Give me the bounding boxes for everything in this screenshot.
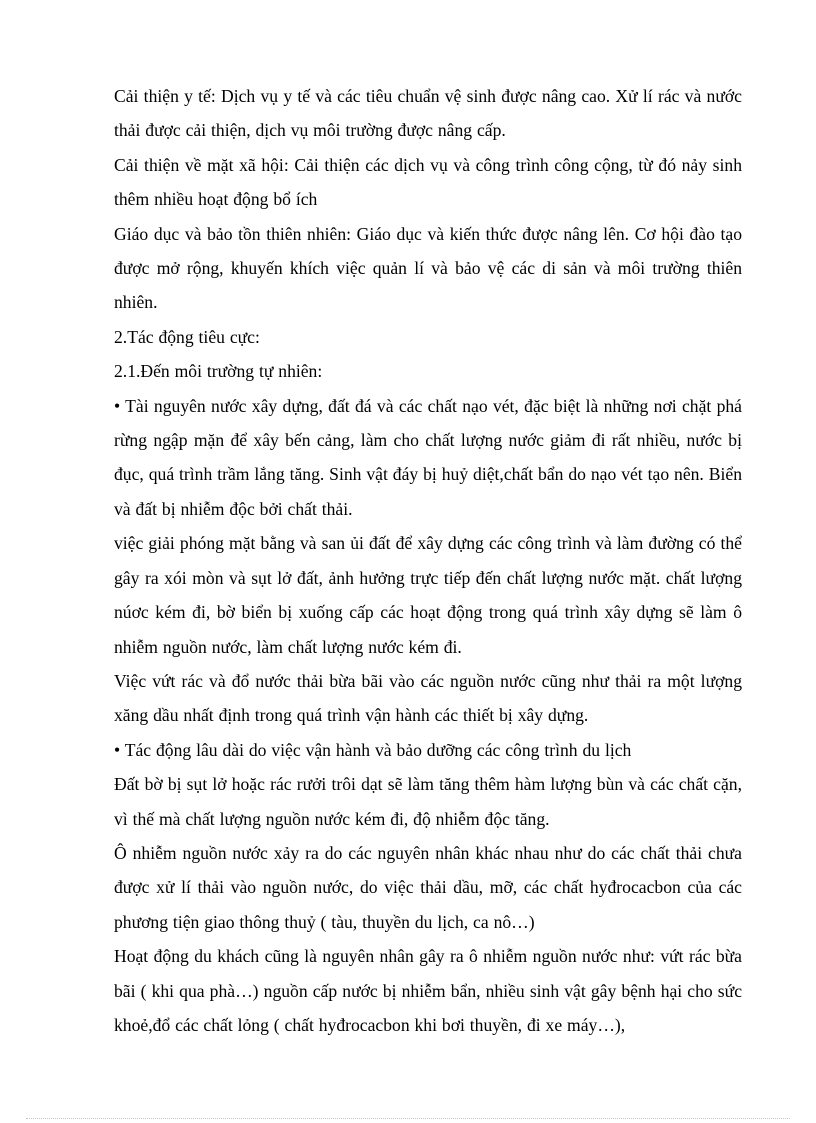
heading-natural-environment: 2.1.Đến môi trường tự nhiên: [114,361,323,382]
paragraph-health: Cải thiện y tế: Dịch vụ y tế và các tiêu chuẩn vệ sinh được nâng cao. Xử lí rác và nước thải được cải thiện, dịch vụ môi trường được nâng cấp. [114,86,742,141]
page-bottom-rule [26,1118,790,1119]
paragraph-long-term-impact: • Tác động lâu dài do việc vận hành và bảo dưỡng các công trình du lịch [114,739,632,760]
paragraph-education: Giáo dục và bảo tồn thiên nhiên: Giáo dục và kiến thức được nâng lên. Cơ hội đào tạo được mở rộng, khuyến khích việc quản lí và bảo vệ các di sản và môi trường thiên nhiên. [114,223,742,313]
document-body [114,79,742,1042]
paragraph-tourist-activity: Hoạt động du khách cũng là nguyên nhân gây ra ô nhiễm nguồn nước như: vứt rác bừa bãi ( khi qua phà…) nguồn cấp nước bị nhiễm bẩn, nhiều sinh vật gây bệnh hại cho sức khoẻ,đổ các chất lỏng ( chất hyđrocacbon khi bơi thuyền, đi xe máy…), [114,946,742,1035]
paragraph-land-clearing: việc giải phóng mặt bằng và san ủi đất để xây dựng các công trình và làm đường có thể gây ra xói mòn và sụt lở đất, ảnh hưởng trực tiếp đến chất lượng nước mặt. chất lượng núơc kém đi, bờ biển bị xuống cấp các hoạt động trong quá trình xây dựng sẽ làm ô nhiễm nguồn nước, làm chất lượng nước kém đi. [114,533,742,657]
paragraph-social: Cải thiện về mặt xã hội: Cải thiện các dịch vụ và công trình công cộng, từ đó nảy sinh thêm nhiều hoạt động bổ ích [114,154,742,210]
paragraph-waste-dumping: Việc vứt rác và đổ nước thải bừa bãi vào các nguồn nước cũng như thải ra một lượng xăng dầu nhất định trong quá trình vận hành các thiết bị xây dựng. [114,670,742,726]
paragraph-erosion: Đất bờ bị sụt lở hoặc rác rưởi trôi dạt sẽ làm tăng thêm hàm lượng bùn và các chất cặn, vì thế mà chất lượng nguồn nước kém đi, độ nhiễm độc tăng. [114,774,742,829]
paragraph-water-resources: • Tài nguyên nước xây dựng, đất đá và các chất nạo vét, đặc biệt là những nơi chặt phá rừng ngập mặn để xây bến cảng, làm cho chất lượng nước giảm đi rất nhiều, nước bị đục, quá trình trầm lắng tăng. Sinh vật đáy bị huỷ diệt,chất bẩn do nạo vét tạo nên. Biển và đất bị nhiễm độc bởi chất thải. [114,395,742,519]
paragraph-pollution-causes: Ô nhiễm nguồn nước xảy ra do các nguyên nhân khác nhau như do các chất thải chưa được xử lí thải vào nguồn nước, do việc thải dầu, mỡ, các chất hyđrocacbon của các phương tiện giao thông thuỷ ( tàu, thuyền du lịch, ca nô…) [114,842,742,932]
heading-negative-impacts: 2.Tác động tiêu cực: [114,326,260,347]
